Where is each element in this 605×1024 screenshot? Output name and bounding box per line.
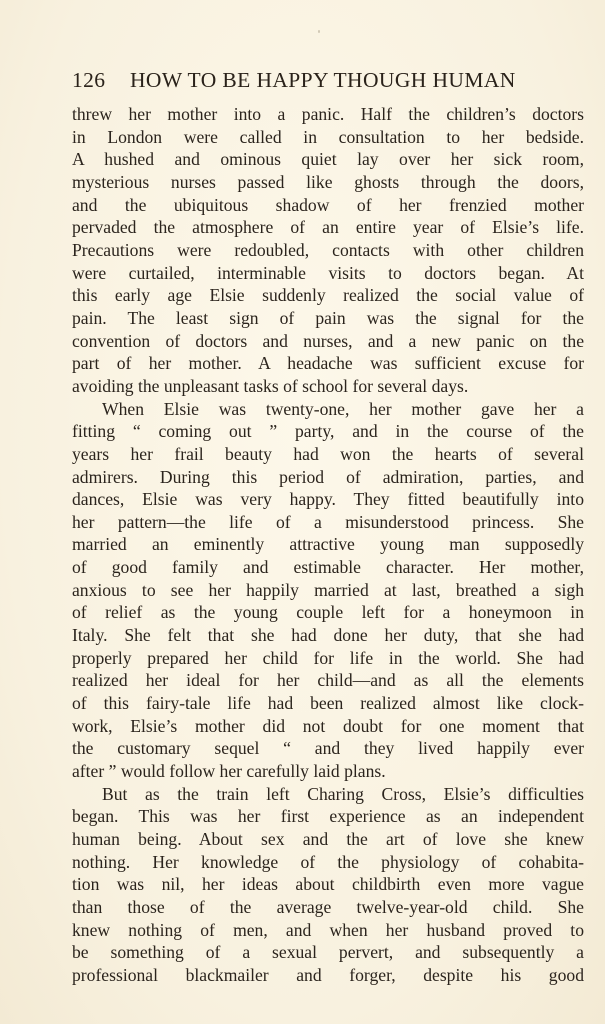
text-line: married an eminently attractive young man supposedly <box>72 534 584 555</box>
text-line: pain. The least sign of pain was the signal for the <box>72 307 584 328</box>
text-line: dances, Elsie was very happy. They fitted beautifully into <box>72 489 584 510</box>
text-line: were curtailed, interminable visits to doctors began. At <box>72 262 584 283</box>
text-line: this early age Elsie suddenly realized the social value of <box>72 285 584 306</box>
text-line: work, Elsie’s mother did not doubt for one moment that <box>72 715 584 736</box>
text-line: Italy. She felt that she had done her duty, that she had <box>72 625 584 646</box>
text-line: pervaded the atmosphere of an entire year of Elsie’s life. <box>72 217 584 238</box>
text-line: her pattern—the life of a misunderstood princess. She <box>72 511 584 532</box>
text-line: in London were called in consultation to her bedside. <box>72 126 584 147</box>
text-line: anxious to see her happily married at last, breathed a sigh <box>72 579 584 600</box>
text-line: A hushed and ominous quiet lay over her sick room, <box>72 149 584 170</box>
text-line: years her frail beauty had won the hearts of several <box>72 443 584 464</box>
page-header <box>72 68 584 98</box>
paper-speck <box>318 30 320 33</box>
body-text <box>72 103 584 987</box>
text-line: convention of doctors and nurses, and a new panic on the <box>72 330 584 351</box>
text-line: mysterious nurses passed like ghosts through the doors, <box>72 171 584 192</box>
text-line: of this fairy-tale life had been realized almost like clock- <box>72 693 584 714</box>
text-line: of good family and estimable character. Her mother, <box>72 557 584 578</box>
text-line: professional blackmailer and forger, despite his good <box>72 964 584 985</box>
text-line: threw her mother into a panic. Half the children’s doctors <box>72 104 584 124</box>
text-line: properly prepared her child for life in the world. She had <box>72 647 584 668</box>
text-line: avoiding the unpleasant tasks of school for several days. <box>72 375 469 396</box>
text-line: Precautions were redoubled, contacts with other children <box>72 239 584 260</box>
text-line: part of her mother. A headache was sufficient excuse for <box>72 353 584 374</box>
running-title: HOW TO BE HAPPY THOUGH HUMAN <box>130 68 516 92</box>
text-line: be something of a sexual pervert, and subsequently a <box>72 942 584 963</box>
paragraph-first-line: When Elsie was twenty-one, her mother gave her a <box>102 398 584 419</box>
text-line: human being. About sex and the art of love she knew <box>72 829 584 849</box>
text-line: began. This was her first experience as an independent <box>72 806 584 827</box>
page-number: 126 <box>72 68 106 92</box>
text-line: tion was nil, her ideas about childbirth even more vague <box>72 874 584 895</box>
text-line: admirers. During this period of admiration, parties, and <box>72 466 584 487</box>
text-line: and the ubiquitous shadow of her frenzied mother <box>72 194 584 215</box>
text-line: the customary sequel “ and they lived happily ever <box>72 738 584 759</box>
text-line: fitting “ coming out ” party, and in the course of the <box>72 421 584 442</box>
text-line: nothing. Her knowledge of the physiology of cohabita- <box>72 851 584 872</box>
text-line: knew nothing of men, and when her husband proved to <box>72 919 584 940</box>
text-line: realized her ideal for her child—and as all the elements <box>72 670 584 691</box>
text-line: of relief as the young couple left for a honeymoon in <box>72 602 584 623</box>
text-line: after ” would follow her carefully laid plans. <box>72 761 386 782</box>
paragraph-first-line: But as the train left Charing Cross, Elsie’s difficulties <box>102 783 584 804</box>
text-line: than those of the average twelve-year-old child. She <box>72 896 584 917</box>
